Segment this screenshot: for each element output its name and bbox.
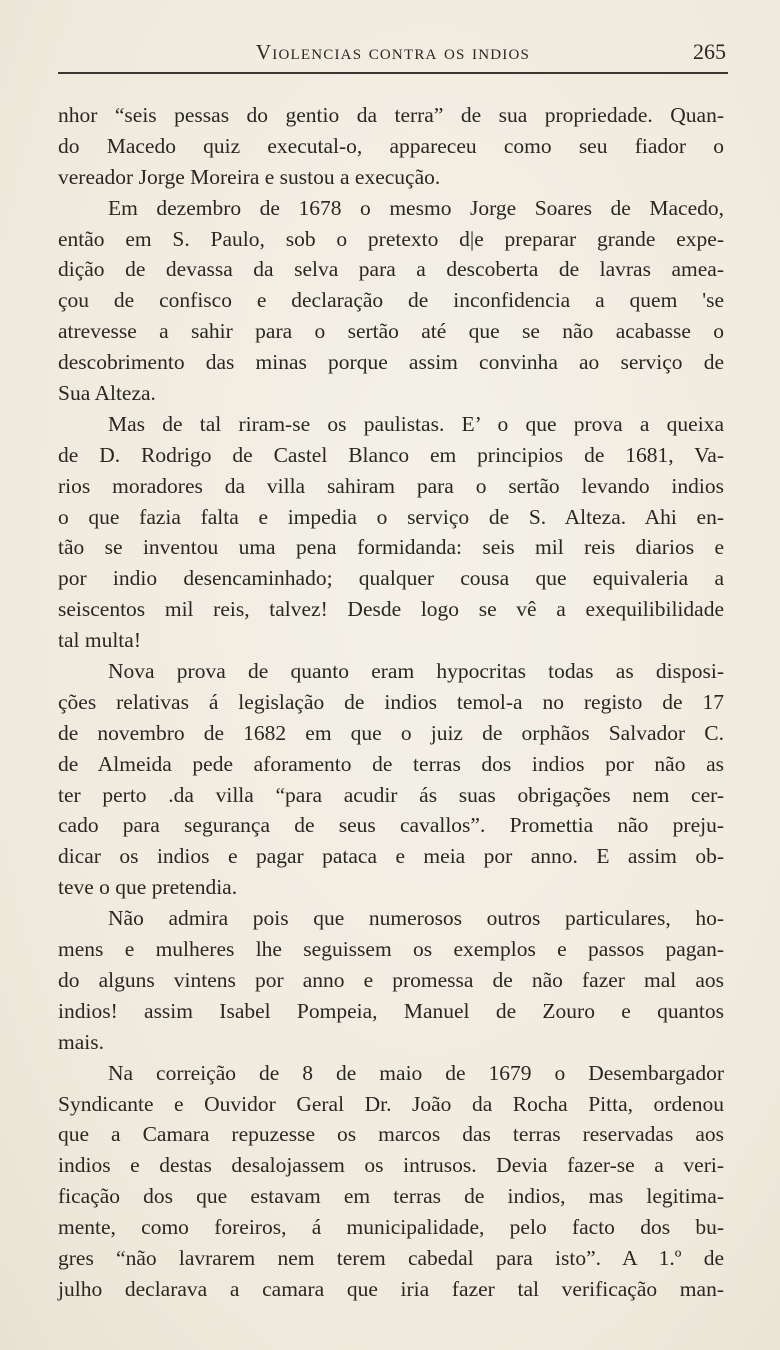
text-line: Syndicante e Ouvidor Geral Dr. João da Rocha Pitta, ordenou xyxy=(58,1091,724,1116)
text-line: seiscentos mil reis, talvez! Desde logo se vê a exequilibilidade xyxy=(58,597,724,622)
body-text xyxy=(58,100,724,1305)
text-line: ções relativas á legislação de indios temol-a no registo de 17 xyxy=(58,689,724,714)
text-line: então em S. Paulo, sob o pretexto d|e preparar grande expe- xyxy=(58,226,724,251)
text-line: mens e mulheres lhe seguissem os exemplos e passos pagan- xyxy=(58,937,724,962)
text-line: de novembro de 1682 em que o juiz de orphãos Salvador C. xyxy=(58,720,724,745)
text-line: teve o que pretendia. xyxy=(58,875,238,900)
text-line: que a Camara repuzesse os marcos das terras reservadas aos xyxy=(58,1122,724,1147)
text-line: dição de devassa da selva para a descoberta de lavras amea- xyxy=(58,257,724,282)
text-line: çou de confisco e declaração de inconfidencia a quem 'se xyxy=(58,288,724,313)
text-line: tal multa! xyxy=(58,628,141,653)
text-line: de D. Rodrigo de Castel Blanco em principios de 1681, Va- xyxy=(58,442,724,467)
text-line: julho declarava a camara que iria fazer tal verificação man- xyxy=(58,1276,724,1301)
text-line: Em dezembro de 1678 o mesmo Jorge Soares de Macedo, xyxy=(108,195,724,220)
page-number: 265 xyxy=(693,39,726,64)
text-line: gres “não lavrarem nem terem cabedal para isto”. A 1.º de xyxy=(58,1245,724,1270)
text-line: Nova prova de quanto eram hypocritas todas as disposi- xyxy=(108,659,724,684)
text-line: dicar os indios e pagar pataca e meia por anno. E assim ob- xyxy=(58,844,724,869)
text-line: do Macedo quiz executal-o, appareceu como seu fiador o xyxy=(58,133,724,158)
text-line: nhor “seis pessas do gentio da terra” de sua propriedade. Quan- xyxy=(58,103,724,127)
text-line: por indio desencaminhado; qualquer cousa que equivaleria a xyxy=(58,566,724,591)
text-line: ter perto .da villa “para acudir ás suas obrigações nem cer- xyxy=(58,782,724,807)
text-line: do alguns vintens por anno e promessa de não fazer mal aos xyxy=(58,967,724,992)
text-line: o que fazia falta e impedia o serviço de S. Alteza. Ahi en- xyxy=(58,504,724,529)
text-line: descobrimento das minas porque assim convinha ao serviço de xyxy=(58,350,724,375)
text-line: Na correição de 8 de maio de 1679 o Desembargador xyxy=(108,1060,724,1085)
text-line: mente, como foreiros, á municipalidade, pelo facto dos bu- xyxy=(58,1215,724,1240)
text-line: mais. xyxy=(58,1029,104,1054)
text-line: Sua Alteza. xyxy=(58,381,156,406)
text-line: cado para segurança de seus cavallos”. Promettia não preju- xyxy=(58,813,724,838)
text-line: vereador Jorge Moreira e sustou a execução. xyxy=(58,164,441,189)
text-line: ficação dos que estavam em terras de indios, mas legitima- xyxy=(58,1184,724,1209)
running-title: Violencias contra os indios xyxy=(255,40,531,64)
text-line: Não admira pois que numerosos outros particulares, ho- xyxy=(108,906,724,931)
text-line: rios moradores da villa sahiram para o sertão levando indios xyxy=(58,473,724,498)
text-line: tão se inventou uma pena formidanda: seis mil reis diarios e xyxy=(58,535,724,560)
text-line: indios! assim Isabel Pompeia, Manuel de Zouro e quantos xyxy=(58,998,724,1023)
text-line: de Almeida pede aforamento de terras dos indios por não as xyxy=(58,751,724,776)
text-line: indios e destas desalojassem os intrusos. Devia fazer-se a veri- xyxy=(58,1153,724,1178)
page-header xyxy=(58,38,728,74)
text-line: Mas de tal riram-se os paulistas. E’ o que prova a queixa xyxy=(108,411,724,436)
text-line: atrevesse a sahir para o sertão até que se não acabasse o xyxy=(58,319,724,344)
